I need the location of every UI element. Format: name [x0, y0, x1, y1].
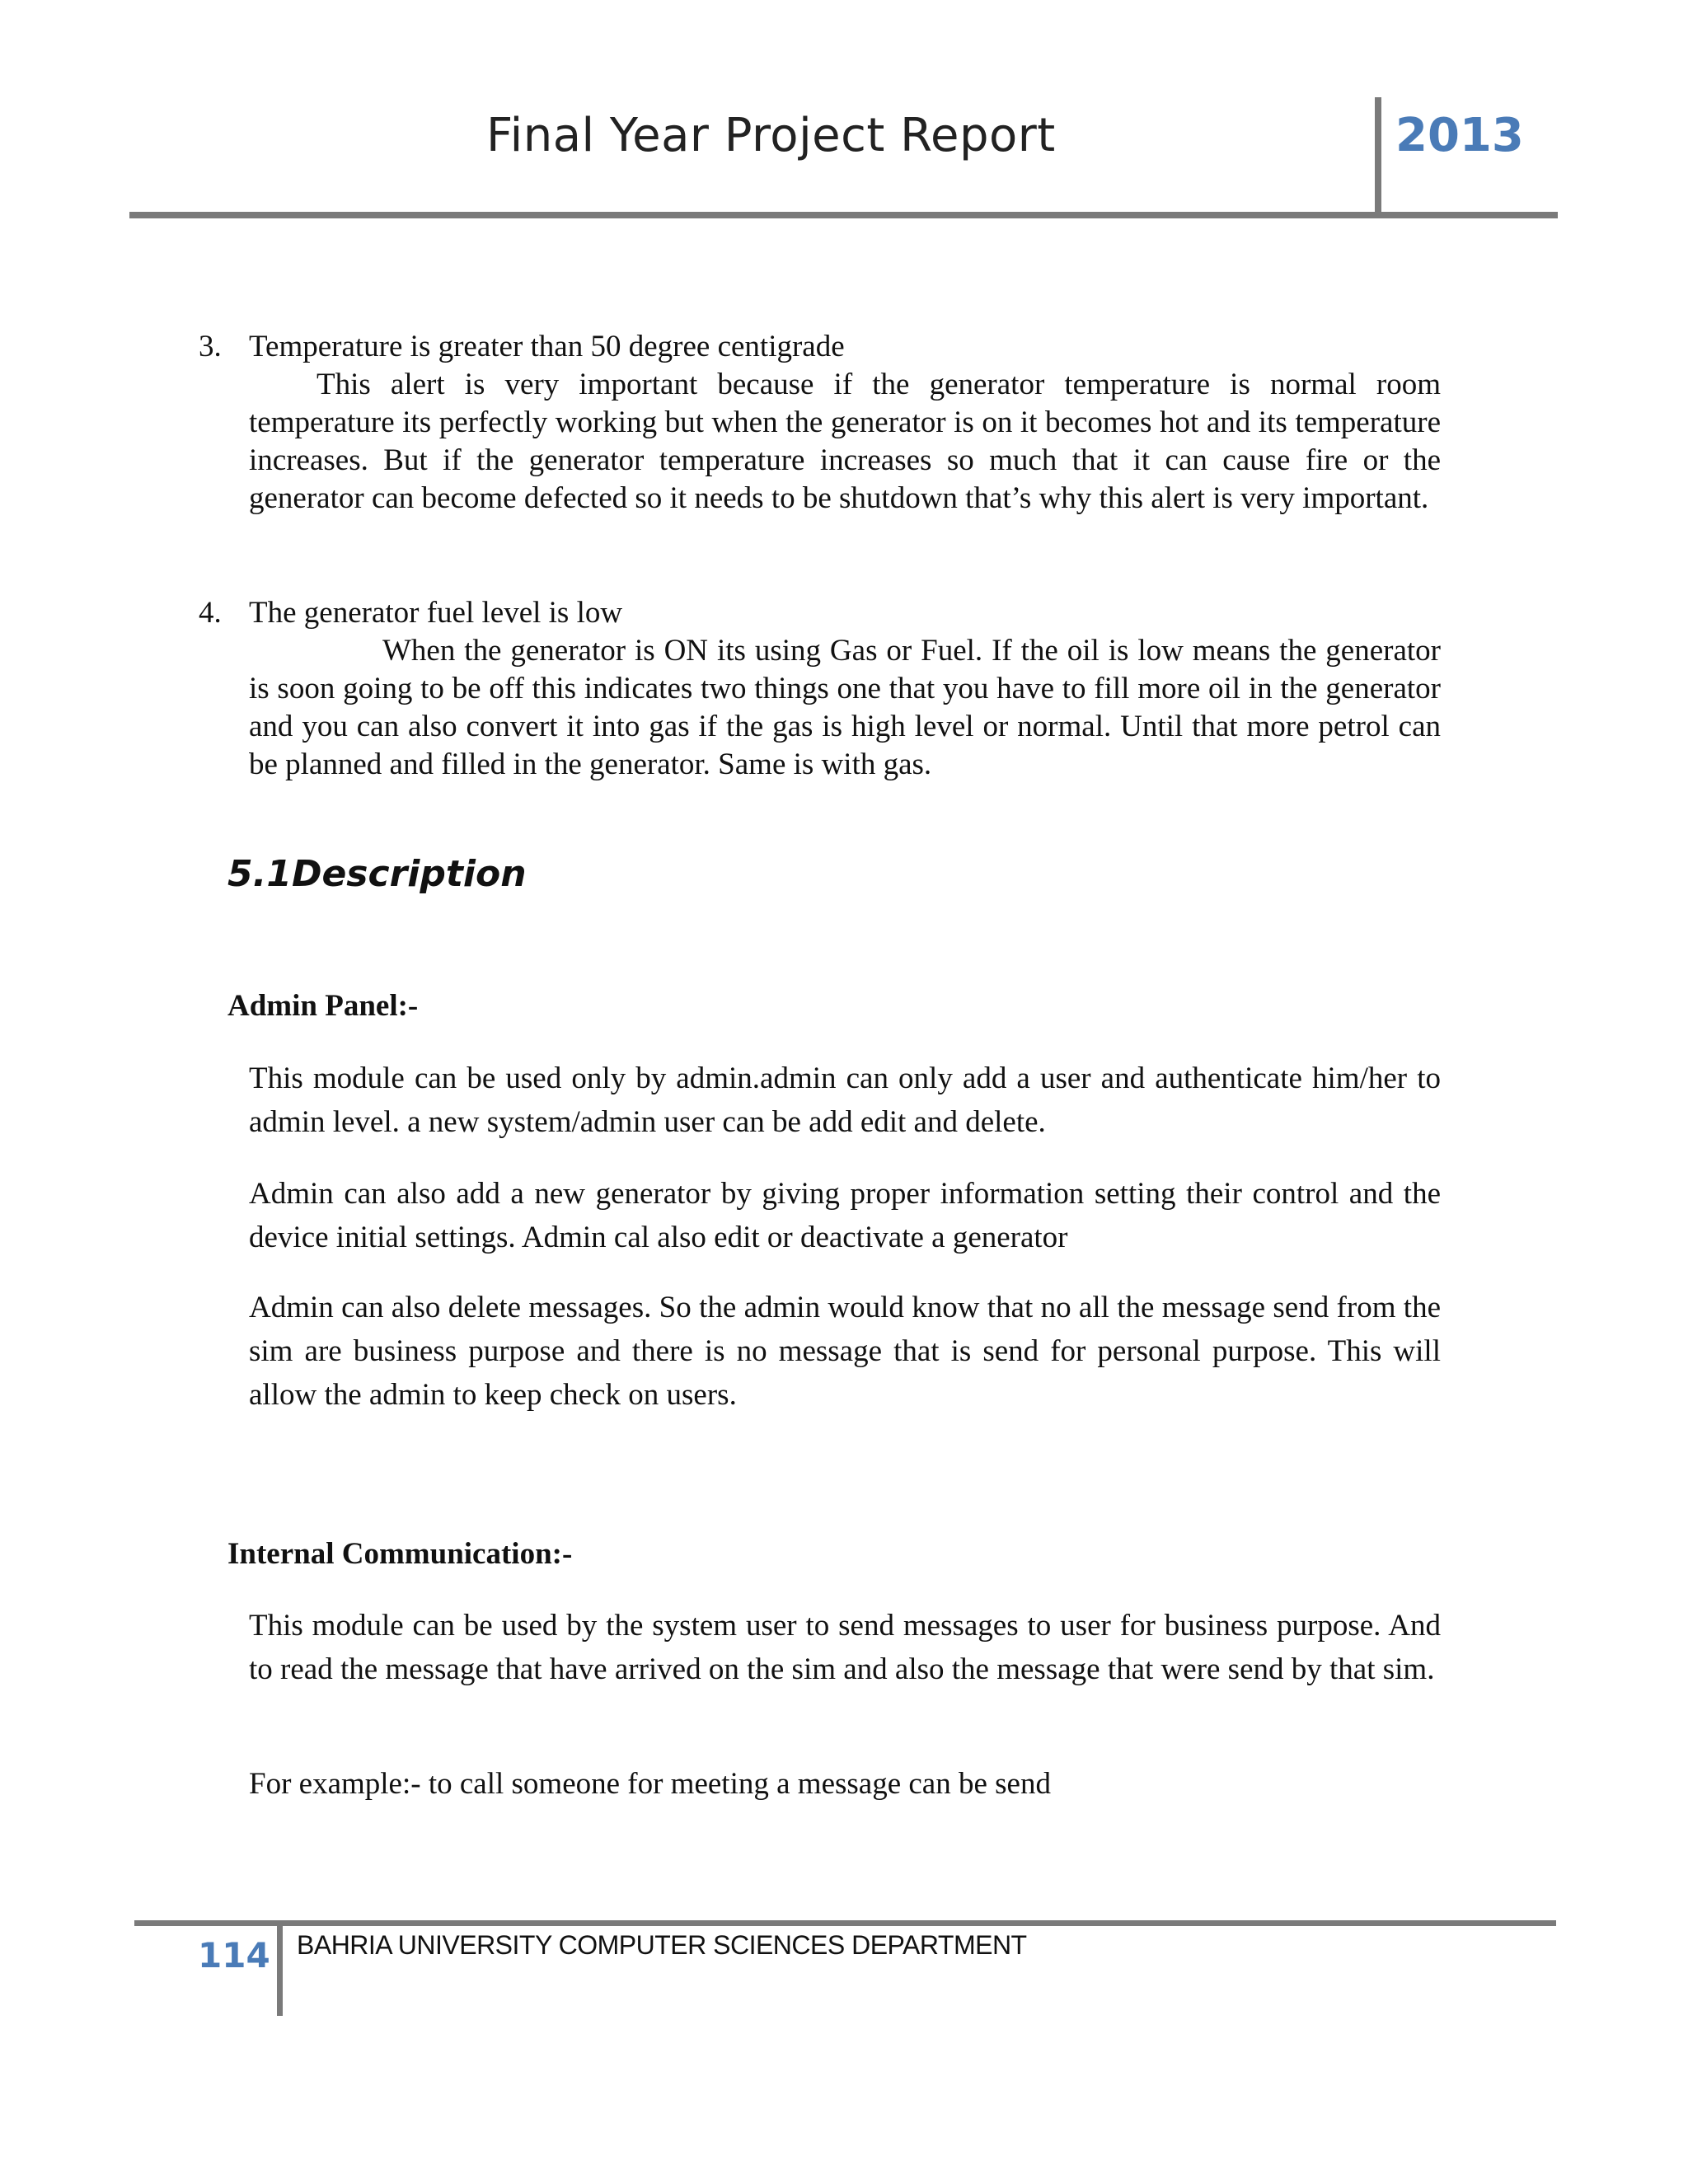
header-divider-vertical — [1375, 97, 1381, 214]
paragraph: Admin can also delete messages. So the admin would know that no all the message send from the sim are business purpose and there is no message that is send for personal purpose. This will allow the admin to keep check on users. — [249, 1291, 1441, 1412]
list-item-number: 3. — [199, 330, 222, 363]
footer-rule — [134, 1920, 1556, 1926]
admin-panel-heading: Admin Panel:- — [227, 989, 419, 1023]
paragraph: For example:- to call someone for meeting a message can be send — [249, 1767, 1051, 1801]
report-title: Final Year Project Report — [486, 109, 1056, 162]
report-year: 2013 — [1395, 109, 1524, 162]
paragraph: This module can be used only by admin.admin can only add a user and authenticate him/her to admin level. a new system/admin user can be add edit and delete. — [249, 1062, 1441, 1139]
list-item-title: Temperature is greater than 50 degree centigrade — [249, 330, 845, 363]
internal-communication-heading: Internal Communication:- — [227, 1537, 573, 1571]
section-heading: 5.1Description — [227, 853, 527, 895]
paragraph: This module can be used by the system user to send messages to user for business purpose. And to read the message that have arrived on the sim and also the message that were send by that sim. — [249, 1609, 1441, 1686]
footer-divider-vertical — [277, 1920, 283, 2016]
list-item-title: The generator fuel level is low — [249, 596, 623, 630]
list-item-body: This alert is very important because if the generator temperature is normal room temperature its perfectly working but when the generator is on it becomes hot and its temperature increases. But if the generator temperature increases so much that it can cause fire or the generator can become defected so it needs to be shutdown that’s why this alert is very important. — [249, 368, 1441, 515]
list-item-number: 4. — [199, 596, 222, 630]
page-number: 114 — [198, 1935, 270, 1975]
header-rule — [129, 212, 1558, 218]
list-item-body: When the generator is ON its using Gas or Fuel. If the oil is low means the generator is soon going to be off this indicates two things one that you have to fill more oil in the generator and you can also convert it into gas if the gas is high level or normal. Until that more petrol can be planned and filled in the generator. Same is with gas. — [249, 634, 1441, 781]
department-name: BAHRIA UNIVERSITY COMPUTER SCIENCES DEPARTMENT — [297, 1930, 1027, 1960]
paragraph: Admin can also add a new generator by giving proper information setting their control and the device initial settings. Admin cal also edit or deactivate a generator — [249, 1177, 1441, 1254]
